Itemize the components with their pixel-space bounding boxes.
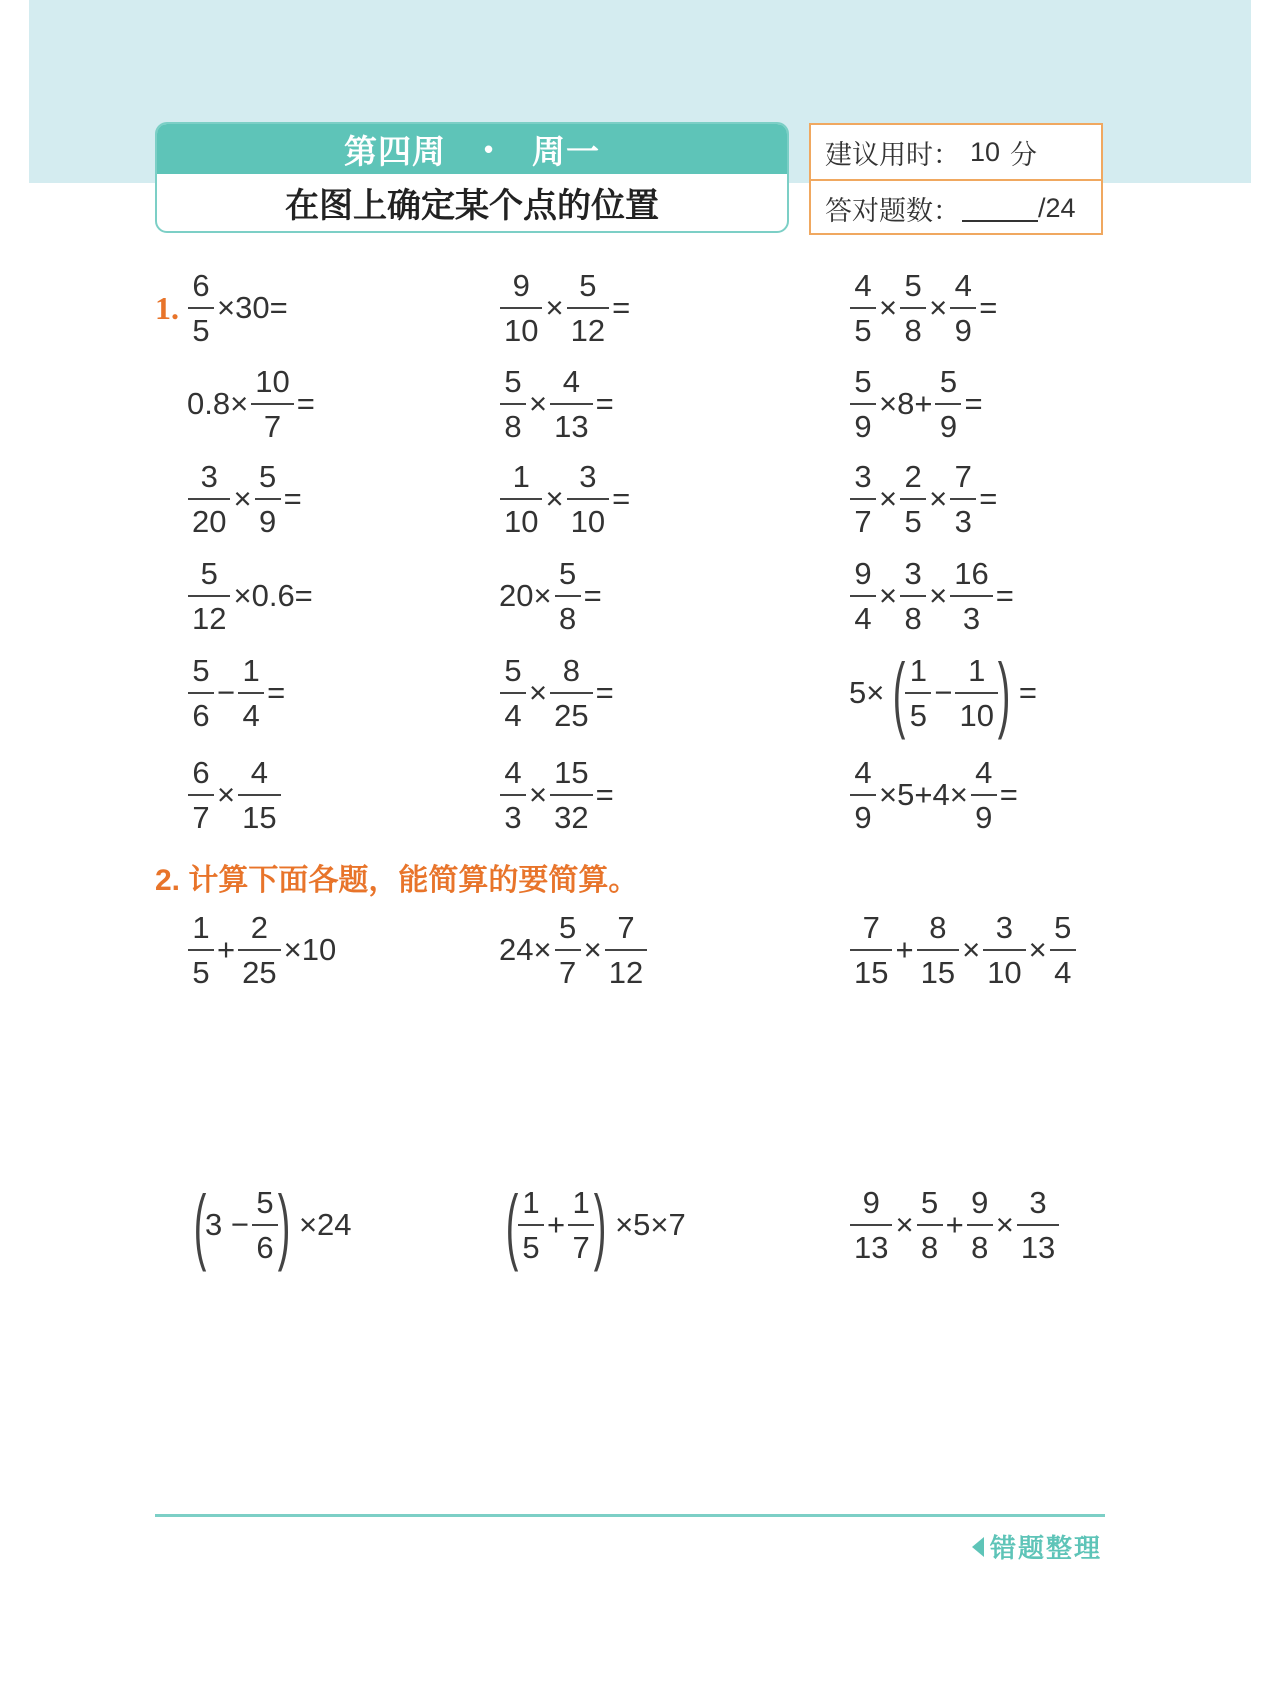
operator-text: 5× xyxy=(849,675,885,710)
operator-text: ×8+ xyxy=(879,386,933,421)
numerator: 5 xyxy=(854,364,872,399)
operator-text: × xyxy=(879,290,898,325)
numerator: 2 xyxy=(904,459,922,494)
fraction xyxy=(555,912,581,988)
operator-text: ×30= xyxy=(217,290,288,325)
q2-problem[interactable] xyxy=(186,900,337,1000)
denominator: 9 xyxy=(258,504,277,539)
fraction xyxy=(567,461,609,537)
q1-problem[interactable] xyxy=(848,258,998,358)
q1-problem[interactable] xyxy=(498,643,615,743)
left-paren: ( xyxy=(193,1178,207,1272)
denominator: 13 xyxy=(1020,1230,1056,1265)
parenthesis-group xyxy=(498,1178,614,1272)
operator-text: = xyxy=(595,675,614,710)
operator-text: = xyxy=(995,578,1014,613)
denominator: 7 xyxy=(263,409,282,444)
denominator: 7 xyxy=(558,955,577,990)
right-paren: ) xyxy=(277,1178,291,1272)
fraction xyxy=(555,558,581,634)
fraction xyxy=(238,757,280,833)
numerator: 5 xyxy=(920,1185,939,1220)
numerator: 3 xyxy=(904,556,922,591)
operator-text: × xyxy=(583,932,602,967)
operator-text: = xyxy=(964,386,983,421)
fraction xyxy=(568,1187,594,1263)
fraction xyxy=(500,655,526,731)
operator-text: − xyxy=(934,675,953,710)
operator-text: = xyxy=(283,481,302,516)
fraction xyxy=(188,655,214,731)
numerator: 8 xyxy=(562,653,580,688)
q1-problem[interactable] xyxy=(498,745,615,845)
numerator: 1 xyxy=(192,910,210,945)
numerator: 3 xyxy=(995,910,1014,945)
fraction xyxy=(500,461,542,537)
fraction xyxy=(188,912,214,988)
fraction xyxy=(500,757,526,833)
denominator: 8 xyxy=(904,601,922,636)
numerator: 9 xyxy=(971,1185,989,1220)
q1-problem[interactable] xyxy=(848,745,1019,845)
correct-count-total: /24 xyxy=(1038,192,1076,223)
fraction xyxy=(238,912,280,988)
denominator: 12 xyxy=(570,313,606,348)
q1-problem[interactable] xyxy=(848,354,984,454)
numerator: 7 xyxy=(862,910,880,945)
parenthesis-group xyxy=(186,1178,298,1272)
q1-problem[interactable] xyxy=(186,354,316,454)
numerator: 15 xyxy=(554,755,589,790)
denominator: 8 xyxy=(504,409,522,444)
denominator: 10 xyxy=(504,313,539,348)
numerator: 3 xyxy=(1029,1185,1047,1220)
operator-text: × xyxy=(879,578,898,613)
operator-text: × xyxy=(929,290,948,325)
fraction xyxy=(567,270,609,346)
denominator: 15 xyxy=(854,955,889,990)
numerator: 3 xyxy=(579,459,597,494)
numerator: 4 xyxy=(854,755,872,790)
operator-text: × xyxy=(929,481,948,516)
left-paren: ( xyxy=(893,646,906,740)
denominator: 8 xyxy=(904,313,922,348)
fraction xyxy=(500,366,526,442)
q1-problem[interactable] xyxy=(848,643,1038,743)
q1-problem[interactable] xyxy=(498,354,615,454)
fraction xyxy=(188,757,214,833)
denominator: 25 xyxy=(554,698,589,733)
fraction xyxy=(935,366,961,442)
numerator: 3 xyxy=(854,459,872,494)
operator-text: = xyxy=(595,386,614,421)
fraction xyxy=(950,558,992,634)
fraction xyxy=(188,270,214,346)
numerator: 9 xyxy=(512,268,530,303)
operator-text: ×10 xyxy=(283,932,337,967)
fraction xyxy=(917,1187,943,1263)
fraction xyxy=(983,912,1025,988)
fraction xyxy=(950,270,976,346)
operator-text: × xyxy=(545,290,564,325)
numerator: 5 xyxy=(258,459,277,494)
operator-text: × xyxy=(529,386,548,421)
fraction xyxy=(1017,1187,1059,1263)
operator-text: × xyxy=(962,932,981,967)
fraction xyxy=(917,912,959,988)
denominator: 7 xyxy=(854,504,872,539)
denominator: 5 xyxy=(904,504,922,539)
fraction xyxy=(550,366,592,442)
denominator: 5 xyxy=(522,1230,540,1265)
denominator: 8 xyxy=(558,601,577,636)
q1-problem[interactable] xyxy=(498,258,631,358)
suggested-time-row xyxy=(811,125,1101,179)
numerator: 5 xyxy=(579,268,597,303)
operator-text: = xyxy=(296,386,315,421)
denominator: 32 xyxy=(554,800,589,835)
triangle-left-icon xyxy=(972,1537,984,1557)
operator-text: = xyxy=(612,290,631,325)
numerator: 1 xyxy=(572,1185,590,1220)
fraction xyxy=(1050,912,1076,988)
q1-problem[interactable] xyxy=(186,546,314,646)
fraction xyxy=(518,1187,544,1263)
fraction xyxy=(500,270,542,346)
numerator: 5 xyxy=(1054,910,1072,945)
numerator: 5 xyxy=(939,364,958,399)
numerator: 4 xyxy=(504,755,522,790)
operator-text: × xyxy=(529,777,548,812)
operator-text: = xyxy=(979,290,998,325)
operator-text: ×5×7 xyxy=(615,1207,686,1242)
numerator: 7 xyxy=(954,459,972,494)
numerator: 4 xyxy=(854,268,872,303)
operator-text: = xyxy=(267,675,286,710)
question-2-heading: 2. 计算下面各题，能简算的要简算。 xyxy=(155,864,639,897)
operator-text: ×5+4× xyxy=(879,777,968,812)
suggested-time-unit: 分 xyxy=(1010,139,1038,171)
day-label: 周一 xyxy=(532,132,601,170)
denominator: 12 xyxy=(608,955,644,990)
correct-count-blank[interactable] xyxy=(962,194,1038,222)
denominator: 15 xyxy=(242,800,277,835)
denominator: 4 xyxy=(504,698,522,733)
fraction xyxy=(188,461,230,537)
operator-text: = xyxy=(1018,675,1038,710)
denominator: 6 xyxy=(192,698,210,733)
correct-count-row xyxy=(811,179,1101,235)
denominator: 3 xyxy=(954,504,972,539)
operator-text: + xyxy=(945,1207,964,1242)
denominator: 8 xyxy=(920,1230,939,1265)
denominator: 12 xyxy=(192,601,227,636)
numerator: 1 xyxy=(522,1185,540,1220)
numerator: 9 xyxy=(854,556,872,591)
operator-text: + xyxy=(895,932,914,967)
numerator: 8 xyxy=(929,910,947,945)
fraction xyxy=(850,270,876,346)
numerator: 1 xyxy=(968,653,986,688)
fraction xyxy=(850,912,892,988)
denominator: 6 xyxy=(256,1230,274,1265)
q2-problem[interactable] xyxy=(186,1175,353,1275)
fraction xyxy=(550,757,592,833)
q1-problem[interactable] xyxy=(186,258,289,358)
numerator: 10 xyxy=(255,364,290,399)
left-paren: ( xyxy=(505,1178,519,1272)
numerator: 5 xyxy=(558,910,577,945)
operator-text: = xyxy=(979,481,998,516)
operator-text: = xyxy=(595,777,614,812)
denominator: 4 xyxy=(242,698,260,733)
denominator: 15 xyxy=(920,955,956,990)
numerator: 5 xyxy=(904,268,922,303)
fraction xyxy=(950,461,976,537)
numerator: 5 xyxy=(200,556,218,591)
fraction xyxy=(850,558,876,634)
denominator: 4 xyxy=(1054,955,1072,990)
numerator: 5 xyxy=(192,653,210,688)
week-day-bar xyxy=(157,124,787,174)
operator-text: × xyxy=(895,1207,914,1242)
right-paren: ) xyxy=(997,646,1011,740)
correct-count-label: 答对题数： xyxy=(825,195,960,227)
fraction xyxy=(905,655,931,731)
denominator: 10 xyxy=(504,504,539,539)
fraction xyxy=(900,558,926,634)
fraction xyxy=(850,757,876,833)
denominator: 5 xyxy=(854,313,872,348)
operator-text: × xyxy=(1028,932,1047,967)
q1-problem[interactable] xyxy=(498,546,603,646)
question-1-label: 1. xyxy=(155,290,179,326)
operator-text: × xyxy=(879,481,898,516)
numerator: 4 xyxy=(954,268,972,303)
denominator: 5 xyxy=(909,698,927,733)
fraction xyxy=(605,912,647,988)
numerator: 6 xyxy=(192,268,210,303)
numerator: 4 xyxy=(250,755,268,790)
lesson-title: 在图上确定某个点的位置 xyxy=(285,187,659,225)
operator-text: × xyxy=(995,1207,1014,1242)
operator-text: = xyxy=(612,481,631,516)
numerator: 5 xyxy=(256,1185,274,1220)
operator-text: 0.8× xyxy=(187,386,249,421)
denominator: 7 xyxy=(572,1230,590,1265)
fraction xyxy=(251,366,293,442)
numerator: 1 xyxy=(242,653,260,688)
numerator: 2 xyxy=(250,910,268,945)
fraction xyxy=(850,461,876,537)
operator-text: − xyxy=(217,675,236,710)
denominator: 9 xyxy=(939,409,958,444)
q1-problem[interactable] xyxy=(848,546,1015,646)
q2-problem[interactable] xyxy=(498,900,649,1000)
week-label: 第四周 xyxy=(343,132,446,170)
denominator: 5 xyxy=(192,313,210,348)
separator-dot: • xyxy=(483,133,495,164)
denominator: 9 xyxy=(854,800,872,835)
info-box xyxy=(809,123,1103,235)
numerator: 6 xyxy=(192,755,210,790)
fraction xyxy=(955,655,997,731)
operator-text: + xyxy=(217,932,236,967)
numerator: 5 xyxy=(504,653,522,688)
fraction xyxy=(967,1187,993,1263)
operator-text: 24× xyxy=(499,932,552,967)
q1-problem[interactable] xyxy=(186,745,283,845)
numerator: 3 xyxy=(200,459,218,494)
numerator: 1 xyxy=(512,459,530,494)
denominator: 13 xyxy=(854,1230,889,1265)
fraction xyxy=(900,461,926,537)
denominator: 10 xyxy=(570,504,606,539)
q1-problem[interactable] xyxy=(848,449,998,549)
parenthesis-group xyxy=(885,646,1018,740)
q2-problem[interactable] xyxy=(848,900,1078,1000)
denominator: 10 xyxy=(987,955,1022,990)
q1-problem[interactable] xyxy=(186,449,303,549)
denominator: 9 xyxy=(954,313,972,348)
denominator: 9 xyxy=(975,800,993,835)
fraction xyxy=(188,558,230,634)
denominator: 3 xyxy=(504,800,522,835)
fraction xyxy=(900,270,926,346)
numerator: 9 xyxy=(862,1185,880,1220)
right-paren: ) xyxy=(593,1178,607,1272)
operator-text: + xyxy=(546,1207,566,1242)
fraction xyxy=(850,366,876,442)
denominator: 20 xyxy=(192,504,227,539)
operator-text: × xyxy=(545,481,564,516)
fraction xyxy=(238,655,264,731)
suggested-time-value: 10 xyxy=(970,136,1001,167)
numerator: 4 xyxy=(562,364,580,399)
numerator: 7 xyxy=(617,910,635,945)
denominator: 9 xyxy=(854,409,872,444)
fraction xyxy=(252,1187,278,1263)
title-card xyxy=(155,122,789,233)
denominator: 13 xyxy=(554,409,589,444)
fraction xyxy=(550,655,592,731)
denominator: 4 xyxy=(854,601,872,636)
q1-problem[interactable] xyxy=(498,449,631,549)
q2-problem[interactable] xyxy=(498,1175,687,1275)
operator-text: × xyxy=(529,675,548,710)
operator-text: 3 − xyxy=(204,1207,249,1242)
denominator: 25 xyxy=(242,955,277,990)
mistakes-review-link[interactable] xyxy=(972,1528,1102,1565)
q2-problem[interactable] xyxy=(848,1175,1061,1275)
numerator: 16 xyxy=(954,556,989,591)
operator-text: ×24 xyxy=(298,1207,352,1242)
numerator: 5 xyxy=(504,364,522,399)
footer-divider xyxy=(155,1514,1105,1517)
denominator: 8 xyxy=(971,1230,989,1265)
operator-text: × xyxy=(233,481,252,516)
suggested-time-label: 建议用时： xyxy=(825,139,960,171)
mistakes-review-label: 错题整理 xyxy=(989,1534,1102,1564)
numerator: 4 xyxy=(975,755,993,790)
fraction xyxy=(850,1187,892,1263)
denominator: 10 xyxy=(959,698,994,733)
operator-text: = xyxy=(583,578,602,613)
denominator: 5 xyxy=(192,955,210,990)
fraction xyxy=(255,461,281,537)
fraction xyxy=(971,757,997,833)
numerator: 5 xyxy=(558,556,577,591)
denominator: 7 xyxy=(192,800,210,835)
operator-text: = xyxy=(999,777,1018,812)
q1-problem[interactable] xyxy=(186,643,286,743)
operator-text: 20× xyxy=(499,578,552,613)
numerator: 1 xyxy=(909,653,927,688)
operator-text: × xyxy=(929,578,948,613)
denominator: 3 xyxy=(962,601,981,636)
operator-text: ×0.6= xyxy=(233,578,313,613)
operator-text: × xyxy=(217,777,236,812)
